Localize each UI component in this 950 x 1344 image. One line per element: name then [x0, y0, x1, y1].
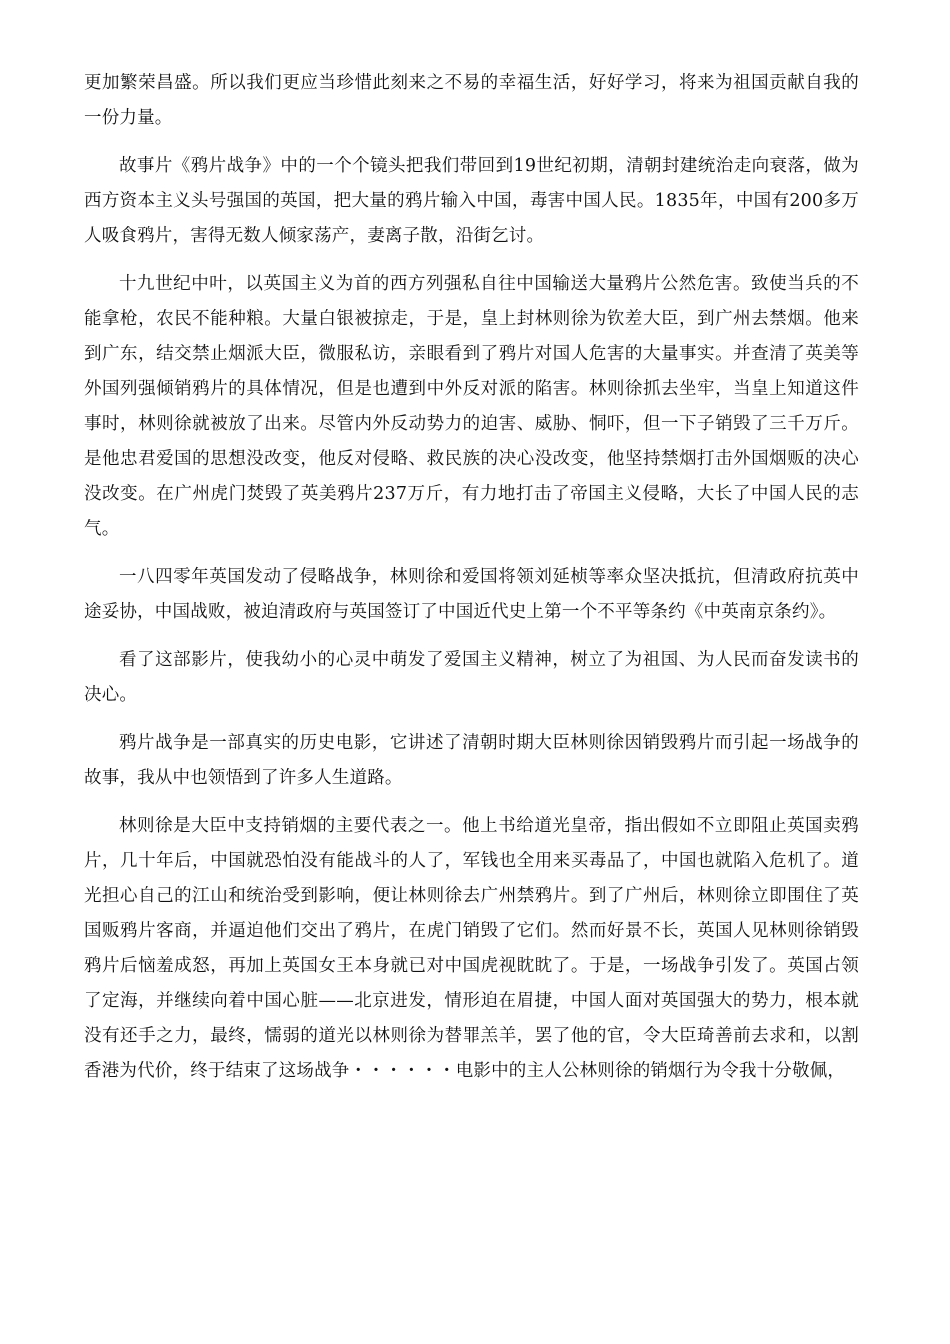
paragraph-7: 林则徐是大臣中支持销烟的主要代表之一。他上书给道光皇帝，指出假如不立即阻止英国卖鸦片，几十年后，中国就恐怕没有能战斗的人了，军钱也全用来买毒品了，中国也就陷入危机了。道光担心自己的江山和统治受到影响，便让林则徐去广州禁鸦片。到了广州后，林则徐立即围住了英国贩鸦片客商，并逼迫他们交出了鸦片，在虎门销毁了它们。然而好景不长，英国人见林则徐销毁鸦片后恼羞成怒，再加上英国女王本身就已对中国虎视眈眈了。于是，一场战争引发了。英国占领了定海，并继续向着中国心脏——北京进发，情形迫在眉捷，中国人面对英国强大的势力，根本就没有还手之力，最终，懦弱的道光以林则徐为替罪羔羊，罢了他的官，令大臣琦善前去求和，以割香港为代价，终于结束了这场战争・・・・・・电影中的主人公林则徐的销烟行为令我十分敬佩， [84, 816, 859, 1081]
article-body [84, 66, 859, 1102]
paragraph-5: 看了这部影片，使我幼小的心灵中萌发了爱国主义精神，树立了为祖国、为人民而奋发读书的决心。 [84, 650, 859, 705]
paragraph-6: 鸦片战争是一部真实的历史电影，它讲述了清朝时期大臣林则徐因销毁鸦片而引起一场战争的故事，我从中也领悟到了许多人生道路。 [84, 733, 859, 788]
paragraph-2: 故事片《鸦片战争》中的一个个镜头把我们带回到19世纪初期，清朝封建统治走向衰落，做为西方资本主义头号强国的英国，把大量的鸦片输入中国，毒害中国人民。1835年，中国有200多万人吸食鸦片，害得无数人倾家荡产，妻离子散，沿街乞讨。 [84, 156, 859, 246]
paragraph-3: 十九世纪中叶，以英国主义为首的西方列强私自往中国输送大量鸦片公然危害。致使当兵的不能拿枪，农民不能种粮。大量白银被掠走，于是，皇上封林则徐为钦差大臣，到广州去禁烟。他来到广东，结交禁止烟派大臣，微服私访，亲眼看到了鸦片对国人危害的大量事实。并查清了英美等外国列强倾销鸦片的具体情况，但是也遭到中外反对派的陷害。林则徐抓去坐牢，当皇上知道这件事时，林则徐就被放了出来。尽管内外反动势力的迫害、威胁、恫吓，但一下子销毁了三千万斤。是他忠君爱国的思想没改变，他反对侵略、救民族的决心没改变，他坚持禁烟打击外国烟贩的决心没改变。在广州虎门焚毁了英美鸦片237万斤，有力地打击了帝国主义侵略，大长了中国人民的志气。 [84, 274, 859, 539]
paragraph-1: 更加繁荣昌盛。所以我们更应当珍惜此刻来之不易的幸福生活，好好学习，将来为祖国贡献自我的一份力量。 [84, 73, 859, 128]
paragraph-4: 一八四零年英国发动了侵略战争，林则徐和爱国将领刘延桢等率众坚决抵抗，但清政府抗英中途妥协，中国战败，被迫清政府与英国签订了中国近代史上第一个不平等条约《中英南京条约》。 [84, 567, 859, 622]
